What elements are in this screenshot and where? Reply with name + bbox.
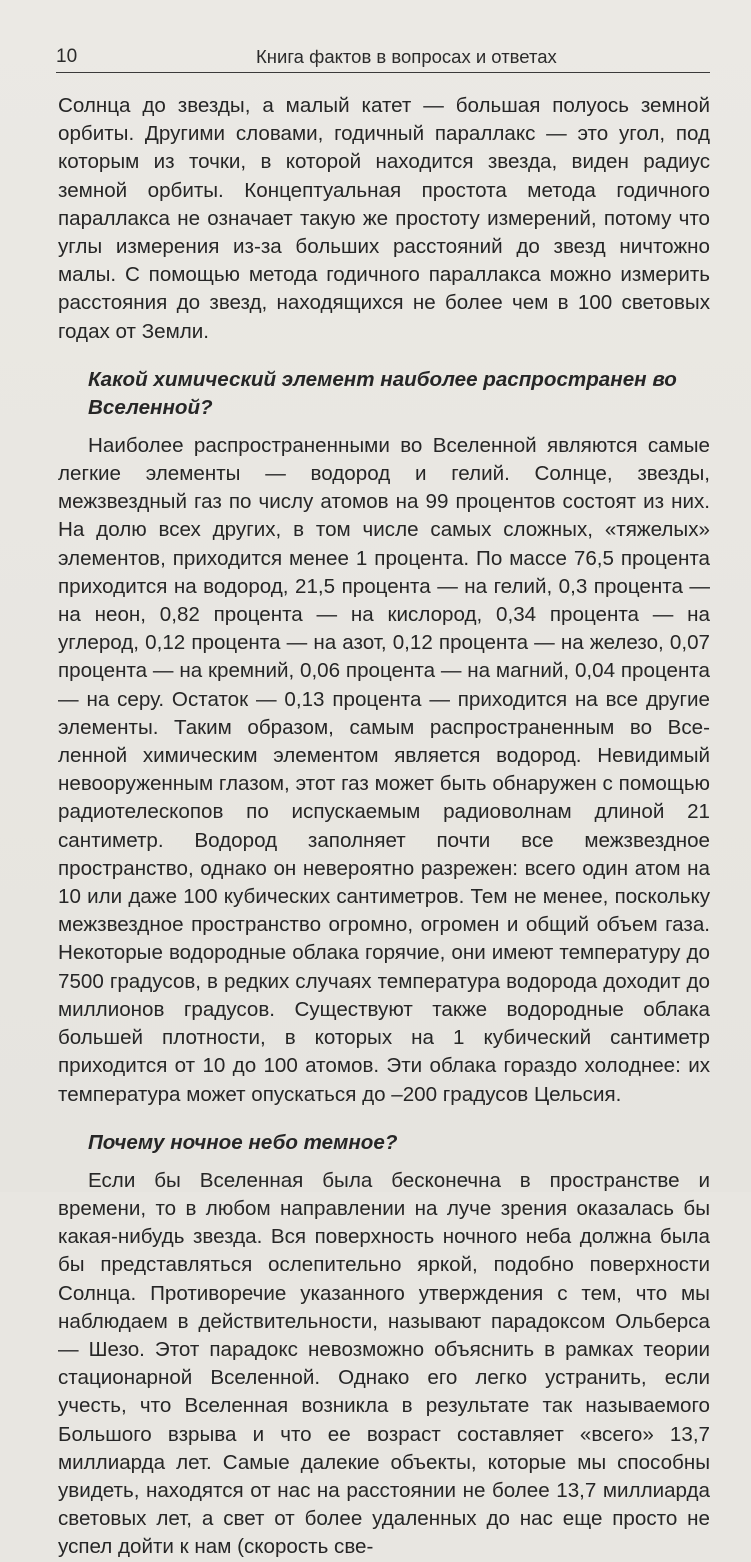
page-number: 10: [56, 46, 78, 67]
running-title: Книга фактов в вопросах и ответах: [256, 46, 557, 67]
answer-paragraph-chemical-element: Наиболее распространенными во Вселенной являются самые легкие элементы — водород и гелий. Солнце, звезды, межзвездный газ по числу атомов на 99 процентов состоят из них. На долю всех других, в том числе самых сложных, «тяжелых» элементов, приходится менее 1 процента. По массе 76,5 процента приходится на водород, 21,5 процента — на гелий, 0,3 процента — на неон, 0,82 процента — на кислород, 0,34 процента — на углерод, 0,12 процента — на азот, 0,12 процента — на железо, 0,07 процента — на кремний, 0,06 процента — на магний, 0,04 процента — на серу. Остаток — 0,13 процента — приходится на все другие элементы. Таким образом, самым распространенным во Вселенной химическим элементом является водород. Невидимый невооруженным глазом, этот газ может быть обнаружен с помощью радиотелескопов по испускаемым радиоволнам длиной 21 сантиметр. Водород заполняет почти все межзвездное пространство, однако он невероятно разрежен: всего один атом на 10 или даже 100 кубических сантиметров. Тем не менее, поскольку межзвездное пространство огромно, огромен и общий объем газа. Некоторые водородные облака горячие, они имеют температуру до 7500 градусов, в редких случаях температура водорода доходит до миллионов градусов. Существуют также водородные облака большей плотности, в которых на 1 кубический сантиметр приходится от 10 до 100 атомов. Эти облака гораздо холоднее: их температура может опускаться до –200 градусов Цельсия.: [58, 433, 710, 1106]
question-heading-night-sky: Почему ночное небо темное?: [88, 1130, 398, 1154]
page-content: [58, 92, 710, 1562]
answer-paragraph-night-sky: Если бы Вселенная была бесконечна в пространстве и времени, то в любом направлении на луче зрения оказалась бы какая-нибудь звезда. Вся поверхность ночного неба должна была бы представляться ослепительно яркой, подобно поверхности Солнца. Противоречие указанного утверждения с тем, что мы наблюдаем в действительности, называют парадоксом Ольберса — Шезо. Этот парадокс невозможно объяснить в рамках теории стационарной Вселенной. Однако его легко устранить, если учесть, что Вселенная возникла в результате так называемого Большого взрыва и что ее возраст составляет «всего» 13,7 миллиарда лет. Самые далекие объекты, которые мы способны увидеть, находятся от нас на расстоянии не более 13,7 миллиарда световых лет, а свет от более удаленных до нас еще просто не успел дойти к нам (скорость све-: [58, 1168, 710, 1559]
continuation-paragraph: Солнца до звезды, а малый катет — большая полуось земной орбиты. Другими словами, годичный параллакс — это угол, под которым из точки, в которой находится звезда, виден радиус земной орбиты. Концептуальная простота метода годичного параллакса не означает такую же простоту измерений, потому что углы измерения из-за больших расстояний до звезд ничтожно малы. С помощью метода годичного параллакса можно измерить расстояния до звезд, находящихся не более чем в 100 световых годах от Земли.: [58, 94, 710, 343]
question-heading-chemical-element: Какой химический элемент наиболее распространен во Вселенной?: [88, 367, 677, 419]
page-header: [56, 40, 710, 73]
